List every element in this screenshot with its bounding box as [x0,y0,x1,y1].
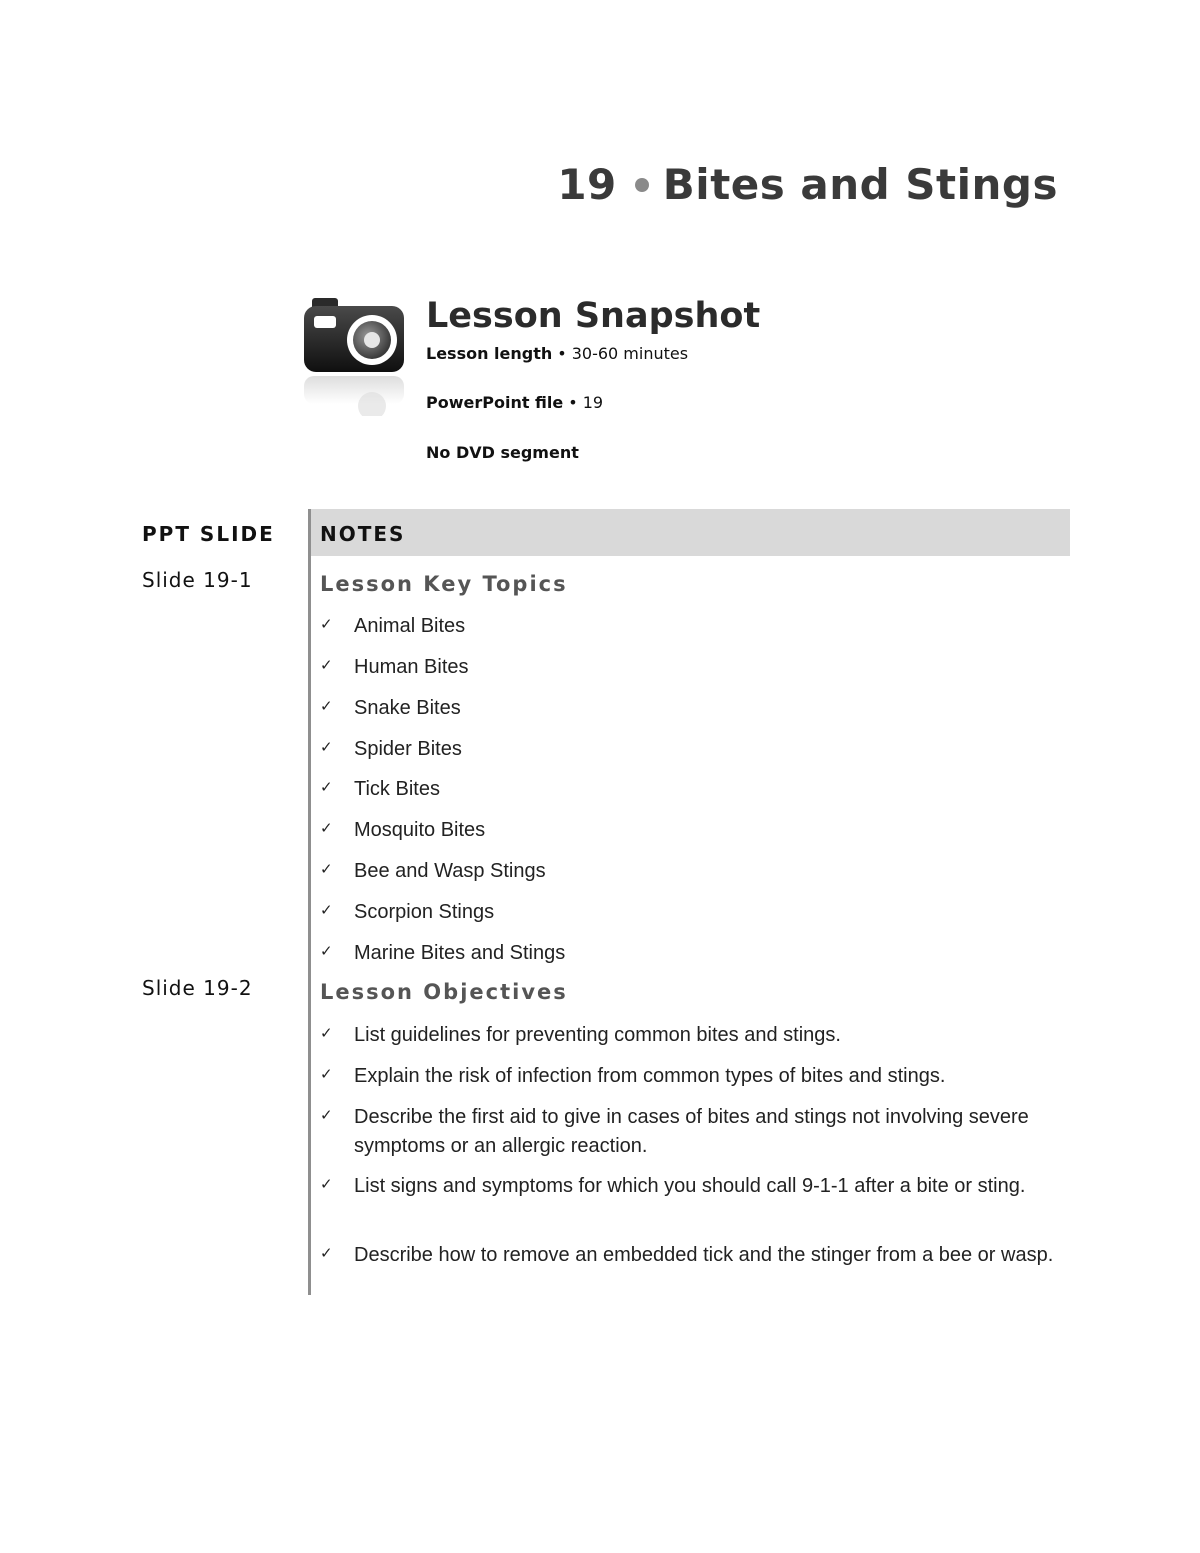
list-item-text: Bee and Wasp Stings [354,860,546,882]
list-item-text: Tick Bites [354,778,440,800]
snapshot-heading: Lesson Snapshot [426,296,761,336]
slide-label: Slide 19-2 [142,976,253,1000]
check-icon: ✓ [320,1175,333,1193]
title-separator-dot [635,178,649,192]
bullet: • [557,344,567,363]
check-icon: ✓ [320,819,333,837]
notes-header: NOTES [320,522,406,546]
list-item-text: Describe the first aid to give in cases of bites and stings not involving severe symptoms or an allergic reaction. [354,1106,1029,1157]
check-icon: ✓ [320,901,333,919]
list-item-text: Snake Bites [354,697,461,719]
check-icon: ✓ [320,1065,333,1083]
list-item-text: List signs and symptoms for which you should call 9-1-1 after a bite or sting. [354,1175,1026,1197]
chapter-name: Bites and Stings [662,160,1058,209]
list-item-text: Mosquito Bites [354,819,486,841]
lesson-length-line [426,344,688,363]
powerpoint-file-value: 19 [582,393,604,412]
bullet: • [568,393,578,412]
list-item-text: Spider Bites [354,738,462,760]
check-icon: ✓ [320,656,333,674]
lesson-length-label: Lesson length [426,344,553,363]
slide-label: Slide 19-1 [142,568,253,592]
list-item-text: List guidelines for preventing common bites and stings. [354,1024,841,1046]
list-item-text: Marine Bites and Stings [354,942,566,964]
chapter-number: 19 [557,160,617,209]
column-divider [308,509,311,1295]
list-item-text: Explain the risk of infection from common types of bites and stings. [354,1065,946,1087]
check-icon: ✓ [320,697,333,715]
powerpoint-file-line [426,393,603,412]
list-item-text: Scorpion Stings [354,901,495,923]
check-icon: ✓ [320,615,333,633]
section-heading: Lesson Objectives [320,980,568,1004]
camera-icon [302,296,406,416]
list-item-text: Describe how to remove an embedded tick and the stinger from a bee or wasp. [354,1244,1054,1266]
check-icon: ✓ [320,778,333,796]
check-icon: ✓ [320,738,333,756]
ppt-slide-header: PPT SLIDE [142,522,275,546]
list-item-text: Animal Bites [354,615,466,637]
section-heading: Lesson Key Topics [320,572,568,596]
lesson-snapshot [302,296,1062,476]
dvd-line [426,443,579,462]
check-icon: ✓ [320,1106,333,1124]
notes-header-bar [311,509,1070,556]
powerpoint-file-label: PowerPoint file [426,393,564,412]
chapter-title [557,160,1058,209]
check-icon: ✓ [320,860,333,878]
check-icon: ✓ [320,1244,333,1262]
dvd-segment-text: No DVD segment [426,443,579,462]
check-icon: ✓ [320,1024,333,1042]
lesson-length-value: 30-60 minutes [571,344,689,363]
check-icon: ✓ [320,942,333,960]
list-item-text: Human Bites [354,656,469,678]
